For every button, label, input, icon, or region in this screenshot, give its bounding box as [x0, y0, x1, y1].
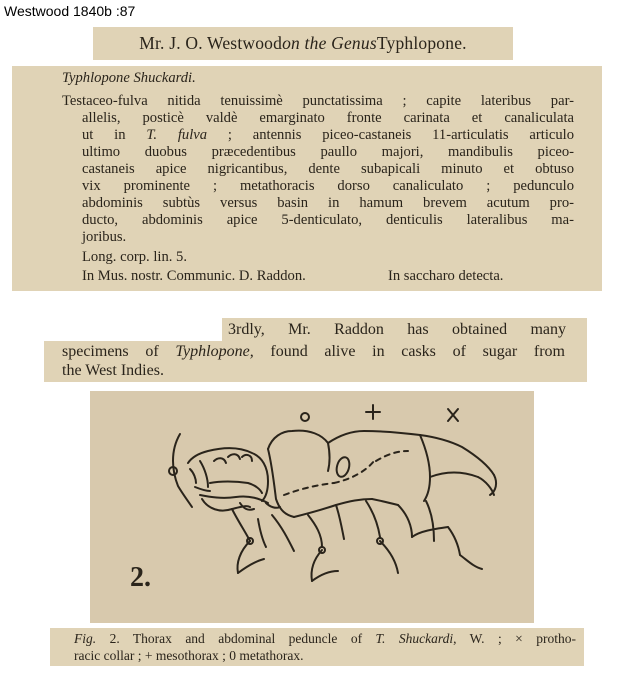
ant-thorax-drawing [90, 391, 534, 623]
figure-caption [50, 628, 584, 666]
description-line-1: Testaceo-fulva nitida tenuissimè punctatissima ; capite lateribus par- [62, 93, 574, 109]
paragraph-strip-2 [44, 341, 587, 382]
prothorax-mark [448, 409, 458, 421]
paragraph-line-1: 3rdly, Mr. Raddon has obtained many [228, 321, 566, 338]
genus-reference: Typhlopone, [175, 343, 254, 360]
figure-2-illustration [90, 391, 534, 623]
paragraph-line-2: specimens of Typhlopone, found alive in casks of sugar from [62, 343, 565, 360]
metathorax-mark [301, 413, 309, 421]
description-line-7: abdominis subtùs versus basin in hamum brevem acutum pro- [82, 195, 574, 211]
museum-note: In Mus. nostr. Communic. D. Raddon. [82, 268, 306, 284]
species-name: Typhlopone Shuckardi. [62, 70, 196, 86]
header-author: Mr. J. O. Westwood [139, 33, 283, 53]
found-note: In saccharo detecta. [388, 268, 504, 284]
description-line-6: vix prominente ; metathoracis dorso canaliculato ; pedunculo [82, 178, 574, 194]
description-line-4: ultimo duobus præcedentibus paullo majori, mandibulis piceo- [82, 144, 574, 160]
body-length: Long. corp. lin. 5. [82, 249, 187, 265]
caption-line-1: Fig. 2. Thorax and abdominal peduncle of T. Shuckardi, W. ; × protho- [74, 631, 576, 646]
header-genus-phrase: on the Genus [282, 33, 377, 53]
caption-species: T. Shuckardi [375, 631, 454, 646]
species-reference: T. fulva [146, 127, 208, 143]
header-genus: Typhlopone. [376, 33, 467, 53]
description-line-3: ut in T. fulva ; antennis piceo-castaneis 11-articulatis articulo [82, 127, 575, 143]
paragraph-strip-1 [222, 318, 587, 342]
description-line-8: ducto, abdominis apice 5-denticulato, denticulis lateralibus ma- [82, 212, 574, 228]
paragraph-line-3: the West Indies. [62, 362, 164, 379]
caption-line-2: racic collar ; + mesothorax ; 0 metathorax. [74, 648, 304, 663]
page-header [93, 27, 513, 60]
description-line-5: castaneis apice nigricantibus, dente subapicali minuto et obtuso [82, 161, 574, 177]
citation-label: Westwood 1840b :87 [4, 3, 136, 19]
description-line-2: allelis, posticè valdè emarginato fronte carinata et canaliculata [82, 110, 574, 126]
mesothorax-mark [366, 405, 380, 419]
figure-number: 2. [130, 562, 151, 593]
species-description [12, 66, 602, 291]
description-line-9: joribus. [82, 229, 127, 245]
